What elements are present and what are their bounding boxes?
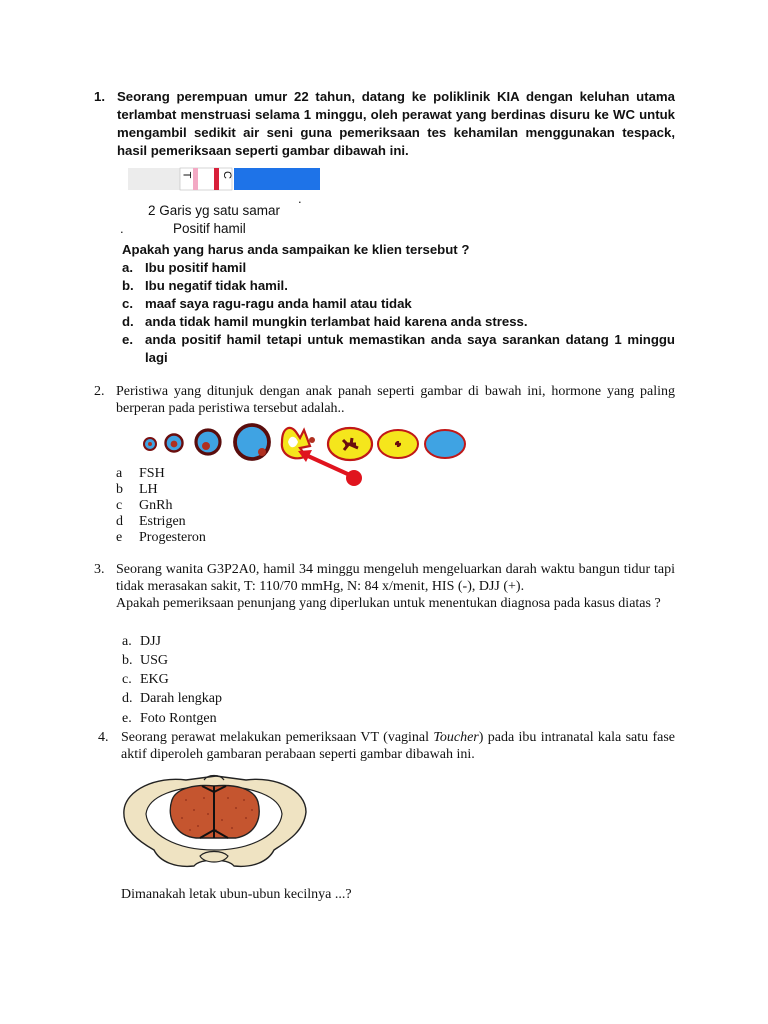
q3-option-d-letter: d. (122, 691, 133, 706)
question-4-text-after: ) pada ibu intranatal kala satu fase aktif diperoleh gambaran perabaan seperti gambar dibawah ini. (121, 730, 676, 762)
question-3-text: Seorang wanita G3P2A0, hamil 34 minggu mengeluh mengeluarkan darah waktu bangun tidur tapi tidak merasakan sakit, T: 110/70 mmHg, N: 84 x/menit, HIS (-), DJJ (+). (116, 562, 675, 594)
q2-option-c-letter: c (116, 498, 123, 513)
question-4-prompt: Dimanakah letak ubun-ubun kecilnya ...? (121, 887, 352, 902)
graafian-follicle (235, 425, 269, 459)
q2-option-b-letter: b (116, 482, 123, 497)
secondary-follicle (196, 430, 220, 454)
q1-option-c[interactable]: maaf saya ragu-ragu anda hamil atau tidak (145, 296, 412, 311)
pelvis-fetal-head-diagram (116, 770, 312, 870)
corpus-albicans (425, 430, 465, 458)
ovarian-cycle-diagram (140, 420, 470, 492)
primordial-follicle (144, 438, 156, 450)
question-4-text (121, 729, 675, 763)
question-1-number: 1. (94, 89, 105, 104)
q2-option-d-letter: d (116, 514, 123, 529)
primary-follicle (166, 435, 183, 452)
q3-option-b-letter: b. (122, 653, 133, 668)
pubic-symphysis (200, 852, 228, 863)
test-line-label: T (180, 171, 193, 179)
control-line (214, 168, 219, 190)
question-4-number: 4. (98, 730, 109, 745)
q2-option-e[interactable]: Progesteron (139, 530, 206, 545)
question-2-text: Peristiwa yang ditunjuk dengan anak panah seperti gambar di bawah ini, hormone yang paling berperan pada peristiwa tersebut adalah.. (116, 384, 675, 416)
fetal-head (170, 786, 259, 838)
q2-option-e-letter: e (116, 530, 123, 545)
pelvis-vt-figure (116, 770, 312, 870)
q1-option-d-letter: d. (122, 314, 134, 329)
question-3-prompt: Apakah pemeriksaan penunjang yang diperlukan untuk menentukan diagnosa pada kasus diatas ? (116, 596, 661, 611)
q1-option-c-letter: c. (122, 296, 133, 311)
figure-dot: . (298, 191, 302, 206)
q3-option-c[interactable]: EKG (140, 672, 169, 687)
pregnancy-test-figure (128, 166, 320, 192)
q2-option-a[interactable]: FSH (139, 466, 165, 481)
question-3-number: 3. (94, 562, 105, 577)
q1-option-b[interactable]: Ibu negatif tidak hamil. (145, 278, 288, 293)
q2-option-c[interactable]: GnRh (139, 498, 173, 513)
q2-option-d[interactable]: Estrigen (139, 514, 186, 529)
q3-option-b[interactable]: USG (140, 653, 169, 668)
q1-option-d[interactable]: anda tidak hamil mungkin terlambat haid karena anda stress. (145, 314, 528, 329)
caption-dot: . (120, 221, 124, 236)
faint-test-line (193, 168, 198, 190)
q3-option-e-letter: e. (122, 711, 132, 726)
ovarian-cycle-figure (140, 420, 470, 492)
control-line-label: C (220, 171, 233, 179)
q3-option-a[interactable]: DJJ (140, 634, 162, 649)
q2-option-a-letter: a (116, 466, 123, 481)
test-strip-absorbent-end (234, 168, 320, 190)
corpus-luteum (328, 428, 372, 460)
q3-option-e[interactable]: Foto Rontgen (140, 711, 217, 726)
question-1-text: Seorang perempuan umur 22 tahun, datang ke poliklinik KIA dengan keluhan utama terlambat menstruasi selama 1 minggu, oleh perawat yang berdinas disuru ke WC untuk mengambil sedikit air seni guna pemeriksaan tes kehamilan menggunakan tespack, hasil pemeriksaan seperti gambar dibawah ini. (117, 89, 675, 158)
q3-option-a-letter: a. (122, 634, 132, 649)
test-strip-handle (128, 168, 180, 190)
q1-option-a-letter: a. (122, 260, 133, 275)
q3-option-d[interactable]: Darah lengkap (140, 691, 223, 706)
test-caption-line-1: 2 Garis yg satu samar (148, 203, 281, 218)
corpus-luteum-regressing (378, 430, 418, 458)
q3-option-c-letter: c. (122, 672, 132, 687)
q1-option-e-letter: e. (122, 332, 133, 347)
q1-option-b-letter: b. (122, 278, 134, 293)
question-4-text-before: Seorang perawat melakukan pemeriksaan VT (vaginal (121, 730, 434, 745)
question-4-text-italic: Toucher (433, 730, 479, 745)
q2-option-b[interactable]: LH (139, 482, 158, 497)
question-2-number: 2. (94, 384, 105, 399)
test-caption-line-2: Positif hamil (173, 221, 246, 236)
q1-option-a[interactable]: Ibu positif hamil (145, 260, 247, 275)
question-1-prompt: Apakah yang harus anda sampaikan ke klien tersebut ? (122, 242, 470, 257)
q1-option-e[interactable]: anda positif hamil tetapi untuk memastikan anda saya sarankan datang 1 minggu lagi (145, 332, 675, 365)
